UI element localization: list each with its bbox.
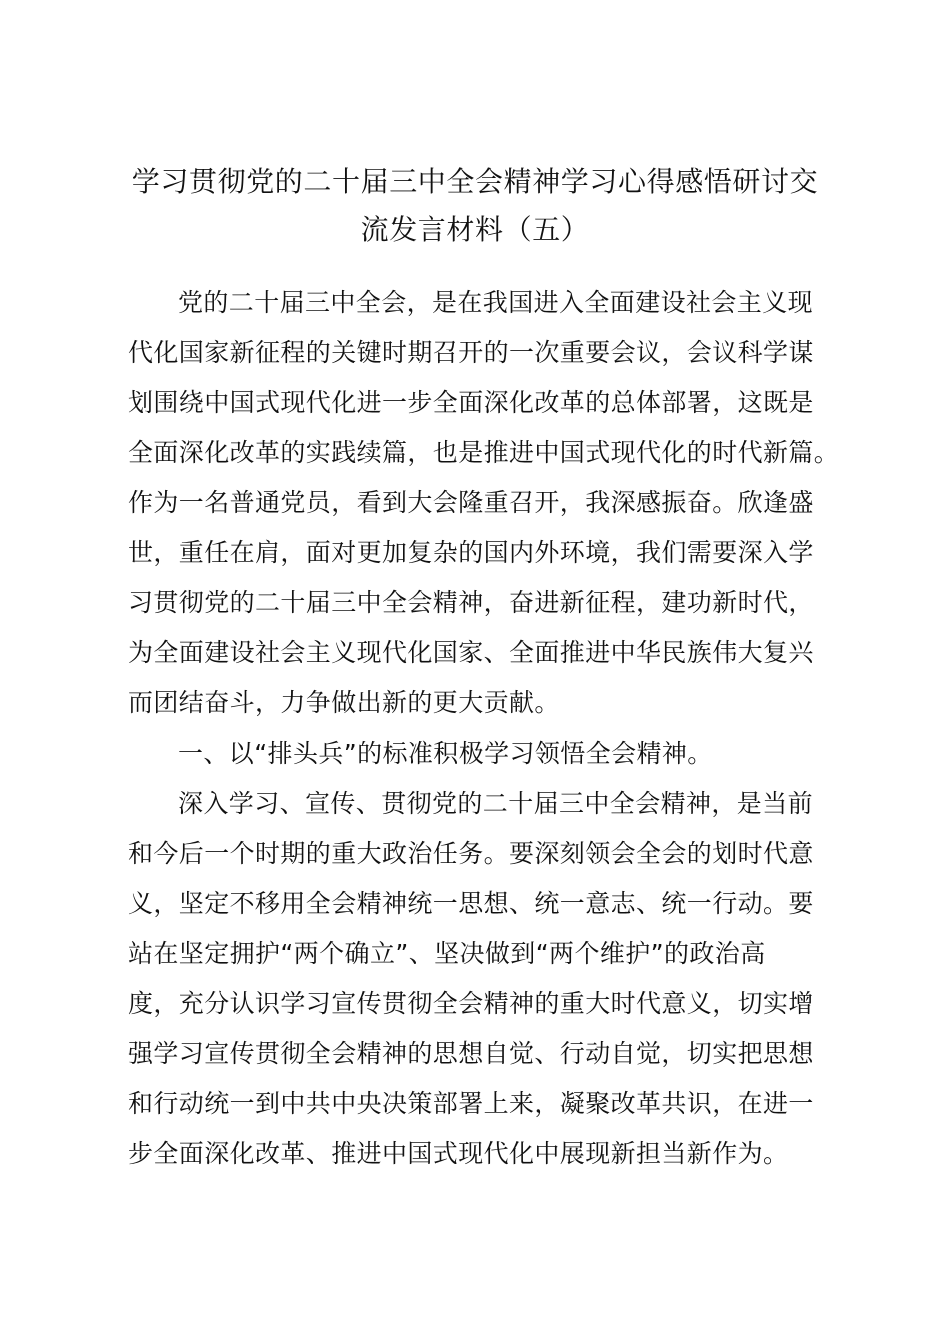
body-line: 划围绕中国式现代化进一步全面深化改革的总体部署，这既是 xyxy=(128,388,814,417)
body-line: 义，坚定不移用全会精神统一思想、统一意志、统一行动。要 xyxy=(128,889,814,918)
body-line: 全面深化改革的实践续篇，也是推进中国式现代化的时代新篇。 xyxy=(128,438,840,467)
body-line: 深入学习、宣传、贯彻党的二十届三中全会精神，是当前 xyxy=(178,789,814,818)
body-line: 步全面深化改革、推进中国式现代化中展现新担当新作为。 xyxy=(128,1139,789,1168)
body-line: 站在坚定拥护“两个确立”、坚决做到“两个维护”的政治高 xyxy=(128,939,766,968)
body-line: 习贯彻党的二十届三中全会精神，奋进新征程，建功新时代， xyxy=(128,588,814,617)
body-line: 为全面建设社会主义现代化国家、全面推进中华民族伟大复兴 xyxy=(128,638,814,667)
document-title-line-1: 学习贯彻党的二十届三中全会精神学习心得感悟研讨交 xyxy=(131,165,819,198)
document-title-line-2: 流发言材料（五） xyxy=(360,213,590,246)
body-line: 党的二十届三中全会，是在我国进入全面建设社会主义现 xyxy=(178,288,814,317)
body-line: 度，充分认识学习宣传贯彻全会精神的重大时代意义，切实增 xyxy=(128,989,814,1018)
body-line: 代化国家新征程的关键时期召开的一次重要会议，会议科学谋 xyxy=(128,338,814,367)
body-line: 作为一名普通党员，看到大会隆重召开，我深感振奋。欣逢盛 xyxy=(128,488,814,517)
section-heading: 一、以“排头兵”的标准积极学习领悟全会精神。 xyxy=(178,739,713,768)
body-line: 世，重任在肩，面对更加复杂的国内外环境，我们需要深入学 xyxy=(128,538,814,567)
body-line: 和今后一个时期的重大政治任务。要深刻领会全会的划时代意 xyxy=(128,839,814,868)
body-line: 强学习宣传贯彻全会精神的思想自觉、行动自觉，切实把思想 xyxy=(128,1039,814,1068)
body-line: 而团结奋斗，力争做出新的更大贡献。 xyxy=(128,688,560,717)
body-line: 和行动统一到中共中央决策部署上来，凝聚改革共识，在进一 xyxy=(128,1089,814,1118)
